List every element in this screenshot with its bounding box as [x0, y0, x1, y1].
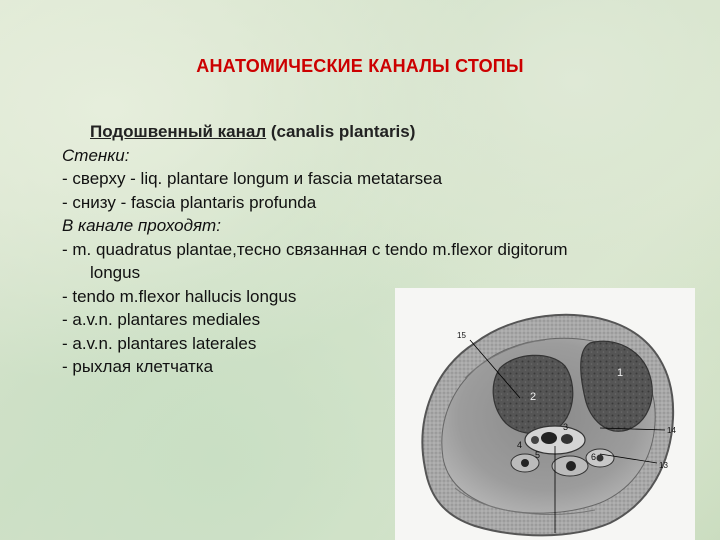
subheading-underlined: Подошвенный канал: [90, 122, 267, 141]
passes-item: - tendo m.flexor hallucis longus: [62, 286, 297, 306]
subheading: [62, 120, 702, 144]
passes-item: - рыхлая клетчатка: [62, 357, 214, 376]
figure-label: 6: [591, 452, 597, 462]
figure-label: 4: [517, 440, 523, 450]
anatomical-cross-section-figure: [395, 288, 695, 540]
figure-label: 5: [535, 450, 541, 460]
walls-label: Стенки:: [62, 145, 130, 165]
slide-title: АНАТОМИЧЕСКИЕ КАНАЛЫ СТОПЫ: [196, 56, 524, 76]
passes-label: В канале проходят:: [62, 216, 221, 235]
wall-item: - снизу - fascia plantaris profunda: [62, 192, 317, 212]
wall-item: - сверху - liq. plantare longum и fascia metatarsea: [62, 169, 443, 188]
figure-label: 3: [563, 422, 569, 432]
cross-section-drawing: [395, 288, 695, 540]
figure-label: 13: [659, 461, 668, 470]
passes-item: - m. quadratus plantae,тесно связанная с tendo m.flexor digitorum: [62, 239, 568, 259]
subheading-rest: (canalis plantaris): [266, 122, 416, 141]
figure-label: 1: [617, 367, 624, 379]
figure-label: 15: [457, 331, 466, 340]
passes-item-continued: longus: [90, 263, 141, 282]
figure-label: 14: [667, 426, 676, 435]
figure-label: 2: [530, 391, 537, 403]
passes-item: - a.v.n. plantares mediales: [62, 310, 261, 329]
passes-item: - a.v.n. plantares laterales: [62, 333, 257, 353]
